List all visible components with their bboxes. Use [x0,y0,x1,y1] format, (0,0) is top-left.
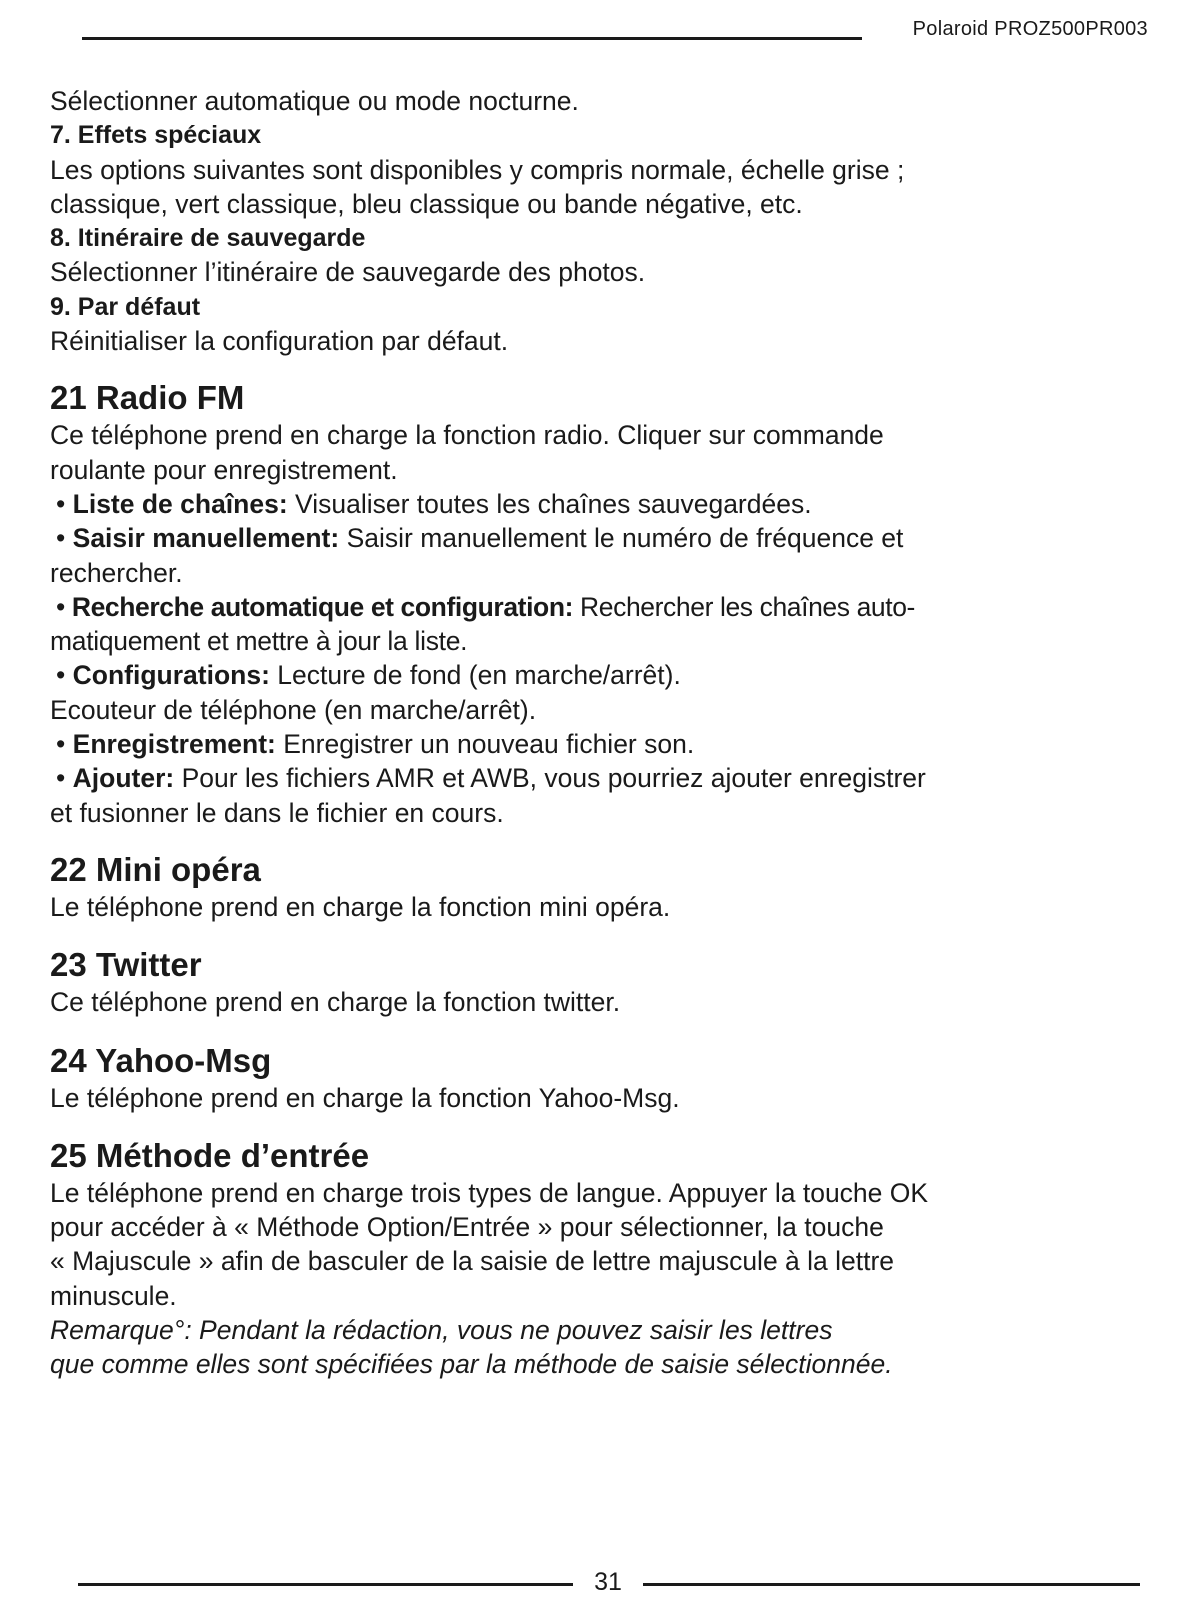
item-9-title: 9. Par défaut [50,292,201,321]
bullet-label: Ajouter: [72,763,175,794]
item-7-text: Les options suivantes sont disponibles y compris normale, échelle grise ; [50,154,905,185]
item-8-title: 8. Itinéraire de sauvegarde [50,224,366,253]
section-heading-input-method: 25 Méthode d’entrée [50,1136,370,1174]
item-7-text: classique, vert classique, bleu classique ou bande négative, etc. [50,188,803,219]
radio-text: Ce téléphone prend en charge la fonction radio. Cliquer sur commande [50,420,884,451]
item-7-title: 7. Effets spéciaux [50,121,262,150]
page-content [50,84,1150,1382]
bullet-continuation: Ecouteur de téléphone (en marche/arrêt). [50,694,537,725]
section-heading-twitter: 23 Twitter [50,946,202,984]
item-8-text: Sélectionner l’itinéraire de sauvegarde des photos. [50,257,646,288]
bullet-continuation: rechercher. [50,557,183,588]
header-model-label: Polaroid PROZ500PR003 [912,18,1148,40]
bullet-continuation: matiquement et mettre à jour la liste. [50,626,468,657]
input-method-text: « Majuscule » afin de basculer de la saisie de lettre majuscule à la lettre [50,1246,895,1277]
remark-text: que comme elles sont spécifiées par la méthode de saisie sélectionnée. [50,1349,893,1380]
radio-text: roulante pour enregistrement. [50,454,398,485]
bullet-text: Pour les fichiers AMR et AWB, vous pourriez ajouter enregistrer [174,763,926,794]
radio-bullet-item: • Ajouter: Pour les fichiers AMR et AWB, vous pourriez ajouter enregistrer [56,763,926,794]
footer-rule [78,1583,573,1586]
yahoo-text: Le téléphone prend en charge la fonction Yahoo-Msg. [50,1082,680,1113]
bullet-label: Liste de chaînes: [72,488,288,519]
bullet-label: Configurations: [72,660,270,691]
bullet-text: Lecture de fond (en marche/arrêt). [269,660,681,691]
bullet-text: Rechercher les chaînes auto- [573,591,915,622]
radio-bullet-item: • Saisir manuellement: Saisir manuellement le numéro de fréquence et [56,523,904,554]
intro-text: Sélectionner automatique ou mode nocturne. [50,86,579,116]
bullet-label: Recherche automatique et configuration: [71,591,574,622]
header-rule [82,37,862,40]
bullet-text: Enregistrer un nouveau fichier son. [275,729,695,760]
section-heading-yahoo: 24 Yahoo-Msg [50,1041,272,1079]
bullet-label: Saisir manuellement: [72,523,340,554]
opera-text: Le téléphone prend en charge la fonction mini opéra. [50,891,671,922]
item-9-text: Réinitialiser la configuration par défaut. [50,326,509,357]
radio-bullet-item: • Liste de chaînes: Visualiser toutes les chaînes sauvegardées. [56,488,812,519]
radio-bullet-item: • Enregistrement: Enregistrer un nouveau fichier son. [56,729,695,760]
footer-rule [643,1583,1140,1586]
radio-bullet-item: • Configurations: Lecture de fond (en marche/arrêt). [56,660,681,691]
twitter-text: Ce téléphone prend en charge la fonction twitter. [50,987,621,1018]
bullet-text: Saisir manuellement le numéro de fréquence et [339,523,904,554]
bullet-continuation: et fusionner le dans le fichier en cours. [50,797,504,828]
input-method-text: pour accéder à « Méthode Option/Entrée » pour sélectionner, la touche [50,1212,884,1243]
bullet-label: Enregistrement: [72,729,276,760]
section-heading-opera: 22 Mini opéra [50,850,261,888]
bullet-text: Visualiser toutes les chaînes sauvegardées. [287,488,812,519]
section-heading-radio: 21 Radio FM [50,379,245,417]
page-number: 31 [594,1568,622,1596]
input-method-text: minuscule. [50,1280,177,1311]
remark-text: Remarque°: Pendant la rédaction, vous ne pouvez saisir les lettres [50,1315,833,1346]
input-method-text: Le téléphone prend en charge trois types de langue. Appuyer la touche OK [50,1177,929,1208]
radio-bullet-item: • Recherche automatique et configuration: Rechercher les chaînes auto- [56,591,915,622]
